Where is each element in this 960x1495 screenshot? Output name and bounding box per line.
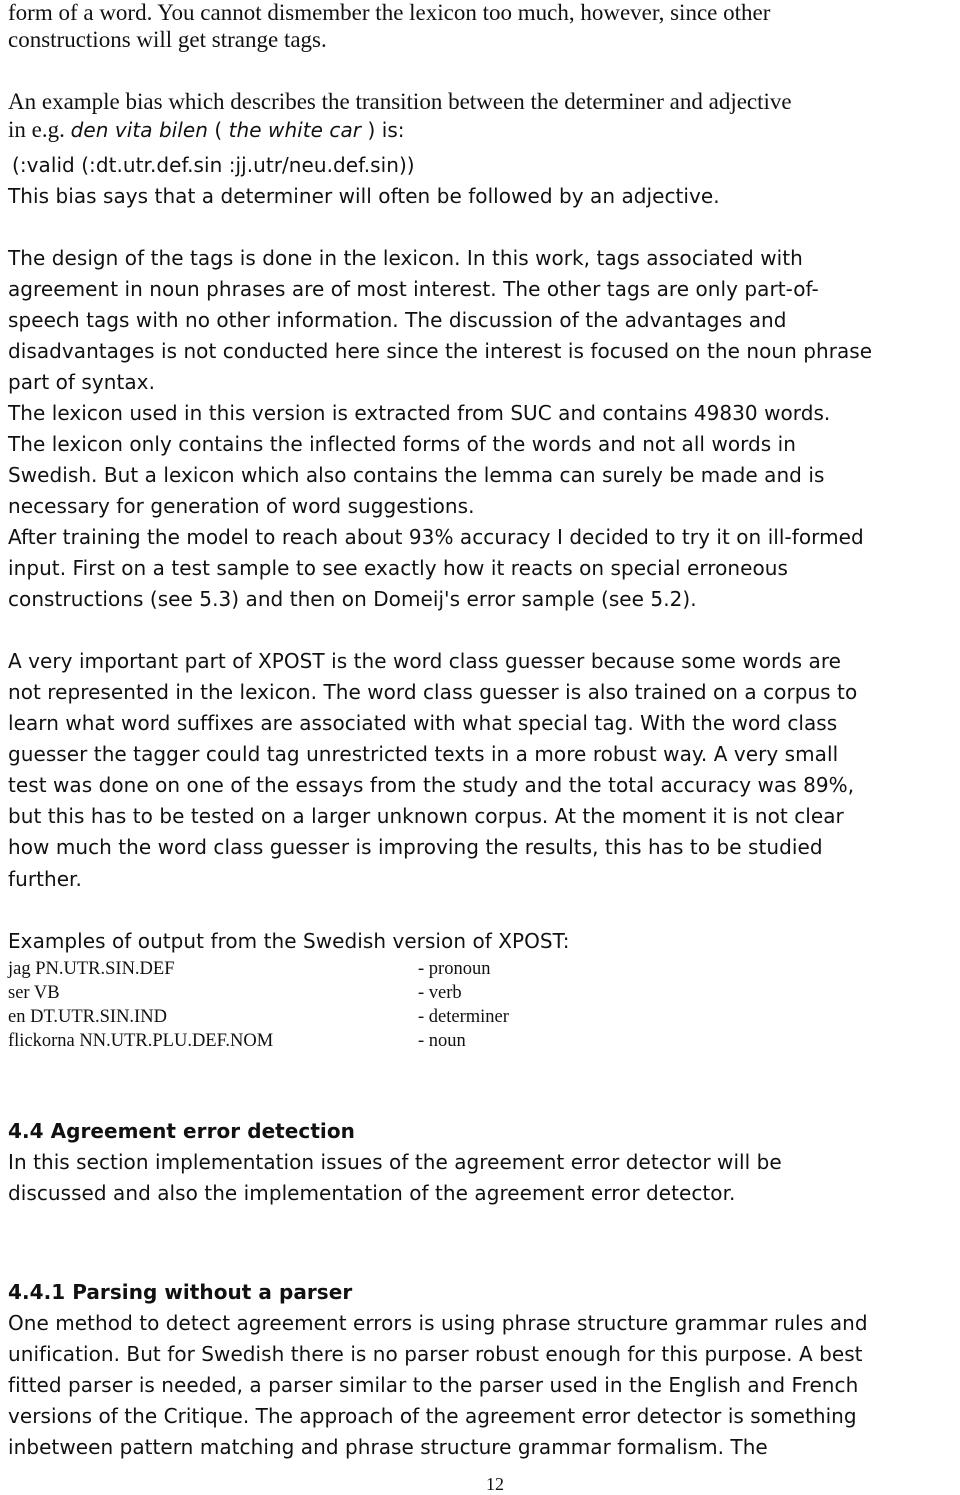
paragraph-line: input. First on a test sample to see exactly how it reacts on special erroneous (8, 556, 788, 580)
english-gloss: the white car (228, 118, 362, 142)
paragraph-line: In this section implementation issues of the agreement error detector will be (8, 1150, 782, 1174)
tagged-word: jag PN.UTR.SIN.DEF (8, 959, 175, 979)
example-line (8, 117, 405, 143)
examples-intro: Examples of output from the Swedish version of XPOST: (8, 929, 570, 953)
paragraph-line: inbetween pattern matching and phrase structure grammar formalism. The (8, 1435, 768, 1459)
paragraph-line: agreement in noun phrases are of most interest. The other tags are only part-of- (8, 277, 819, 301)
paragraph-line: fitted parser is needed, a parser similar to the parser used in the English and French (8, 1373, 859, 1397)
paragraph-line: unification. But for Swedish there is no parser robust enough for this purpose. A best (8, 1342, 863, 1366)
paragraph-line: learn what word suffixes are associated with what special tag. With the word class (8, 711, 838, 735)
paragraph-line: An example bias which describes the transition between the determiner and adjective (8, 89, 792, 114)
paragraph-line: This bias says that a determiner will often be followed by an adjective. (8, 184, 720, 208)
paragraph-line: test was done on one of the essays from the study and the total accuracy was 89%, (8, 773, 855, 797)
word-class: - determiner (418, 1007, 509, 1027)
table-row (8, 1030, 466, 1052)
tagged-word: en DT.UTR.SIN.IND (8, 1007, 167, 1027)
paragraph-line: One method to detect agreement errors is using phrase structure grammar rules and (8, 1311, 868, 1335)
paragraph-line: constructions will get strange tags. (8, 27, 327, 52)
word-class: - verb (418, 983, 462, 1003)
paragraph-line: versions of the Critique. The approach of the agreement error detector is something (8, 1404, 857, 1428)
table-row (8, 958, 491, 980)
paragraph-line: part of syntax. (8, 370, 155, 394)
paragraph-line: necessary for generation of word suggestions. (8, 494, 475, 518)
paragraph-line: The design of the tags is done in the lexicon. In this work, tags associated with (8, 246, 803, 270)
word-class: - pronoun (418, 959, 491, 979)
paragraph-line: further. (8, 867, 82, 891)
paragraph-line: A very important part of XPOST is the word class guesser because some words are (8, 649, 842, 673)
paragraph-line: After training the model to reach about 93% accuracy I decided to try it on ill-formed (8, 525, 864, 549)
word-class: - noun (418, 1031, 466, 1051)
paragraph-line: discussed and also the implementation of the agreement error detector. (8, 1181, 736, 1205)
tagged-word: ser VB (8, 983, 60, 1003)
paren-open: ( (207, 118, 229, 142)
paragraph-line: The lexicon only contains the inflected forms of the words and not all words in (8, 432, 797, 456)
bias-code: (:valid (:dt.utr.def.sin :jj.utr/neu.def.sin)) (12, 153, 415, 177)
paragraph-line: but this has to be tested on a larger unknown corpus. At the moment it is not clear (8, 804, 844, 828)
paragraph-line: Swedish. But a lexicon which also contains the lemma can surely be made and is (8, 463, 825, 487)
paragraph-line: The lexicon used in this version is extracted from SUC and contains 49830 words. (8, 401, 831, 425)
subsection-heading: 4.4.1 Parsing without a parser (8, 1280, 353, 1304)
table-row (8, 982, 462, 1004)
swedish-example: den vita bilen (70, 118, 208, 142)
text-prefix: in e.g. (8, 117, 71, 142)
paragraph-line: guesser the tagger could tag unrestricted texts in a more robust way. A very small (8, 742, 839, 766)
table-row (8, 1006, 509, 1028)
tagged-word: flickorna NN.UTR.PLU.DEF.NOM (8, 1031, 274, 1051)
paragraph-line: not represented in the lexicon. The word class guesser is also trained on a corpus to (8, 680, 858, 704)
paragraph-line: form of a word. You cannot dismember the lexicon too much, however, since other (8, 0, 771, 25)
text-suffix: ) is: (361, 118, 405, 142)
paragraph-line: disadvantages is not conducted here since the interest is focused on the noun phrase (8, 339, 873, 363)
paragraph-line: speech tags with no other information. The discussion of the advantages and (8, 308, 787, 332)
section-heading: 4.4 Agreement error detection (8, 1119, 355, 1143)
page-number: 12 (486, 1474, 504, 1494)
paragraph-line: constructions (see 5.3) and then on Domeij's error sample (see 5.2). (8, 587, 697, 611)
paragraph-line: how much the word class guesser is improving the results, this has to be studied (8, 835, 823, 859)
